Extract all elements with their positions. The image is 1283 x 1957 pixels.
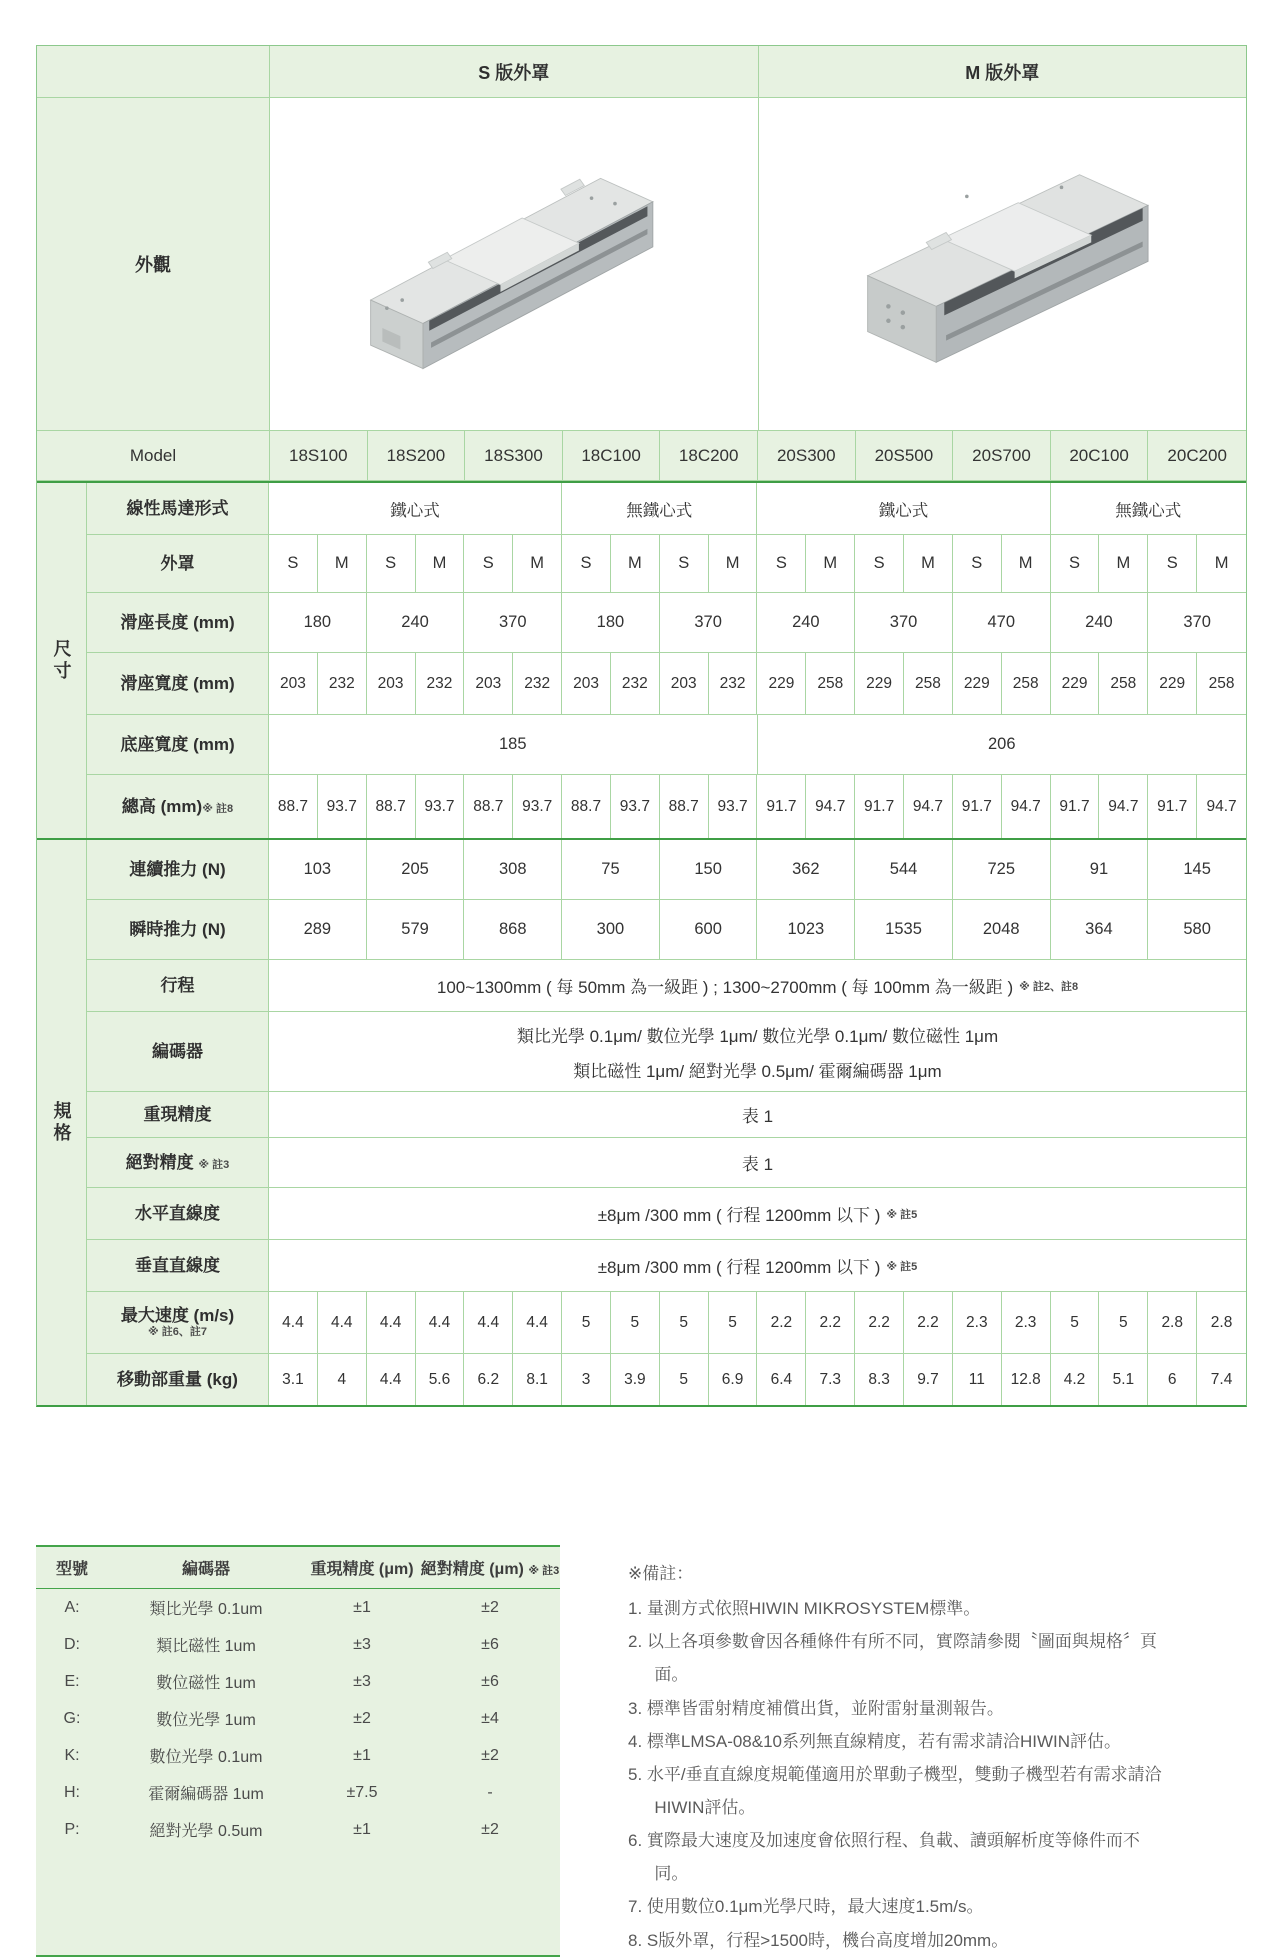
- moving-weight-value: 3.9: [611, 1354, 660, 1405]
- row-moving-weight: [87, 1354, 1246, 1405]
- code-cell: K:: [64, 1746, 80, 1764]
- moving-weight-cells: [269, 1354, 1246, 1405]
- slider-width-value: 232: [611, 653, 660, 714]
- row-label: 絕對精度 ※ 註3: [87, 1138, 269, 1187]
- code-cell: A:: [64, 1598, 80, 1616]
- row-motor-type: [87, 483, 1246, 535]
- total-height-value: 88.7: [562, 775, 611, 838]
- total-height-value: 93.7: [416, 775, 465, 838]
- horizontal-straightness-value: ±8μm /300 mm ( 行程 1200mm 以下 ) ※ 註5: [269, 1188, 1246, 1239]
- cover-header-row: [37, 46, 1246, 98]
- m-cover-product-photo: [759, 98, 1247, 430]
- moving-weight-value: 5: [660, 1354, 709, 1405]
- moving-weight-value: 4: [318, 1354, 367, 1405]
- note-item: 5. 水平/垂直直線度規範僅適用於單動子機型，雙動子機型若有需求請洽 HIWIN評估。: [628, 1764, 1162, 1817]
- repeatability-cell: ±3: [353, 1672, 371, 1690]
- total-height-value: 93.7: [513, 775, 562, 838]
- model-name: 20C200: [1148, 431, 1246, 480]
- max-speed-value: 2.2: [904, 1292, 953, 1353]
- motor-type-value: 無鐵心式: [562, 483, 757, 534]
- slider-length-cells: [269, 593, 1246, 652]
- slider-length-value: 370: [464, 593, 562, 652]
- motor-type-value: 無鐵心式: [1115, 501, 1182, 520]
- slider-width-value: 229: [855, 653, 904, 714]
- peak-force-value: 2048: [953, 900, 1051, 959]
- max-speed-cells: [269, 1292, 1246, 1353]
- max-speed-value: 5: [562, 1292, 611, 1353]
- slider-length-value: 370: [855, 593, 953, 652]
- stroke-value: 100~1300mm ( 每 50mm 為一級距 ) ; 1300~2700mm ( 每 100mm 為一級距 ) ※ 註2、註8: [269, 960, 1246, 1011]
- cover-value: S: [1148, 535, 1197, 592]
- code-cell: E:: [64, 1672, 80, 1690]
- peak-force-value: 1023: [757, 900, 855, 959]
- cover-value: S: [660, 535, 709, 592]
- row-label: 連續推力 (N): [87, 840, 269, 899]
- continuous-force-value: 544: [855, 840, 953, 899]
- absolute-accuracy-value: 表 1: [269, 1138, 1246, 1187]
- row-label: 水平直線度: [87, 1188, 269, 1239]
- moving-weight-value: 11: [953, 1354, 1002, 1405]
- note-item: 3. 標準皆雷射精度補償出貨，並附雷射量測報告。: [628, 1698, 1004, 1718]
- model-cells: [270, 431, 1246, 480]
- continuous-force-value: 308: [464, 840, 562, 899]
- motor-type-cells: [269, 483, 1246, 534]
- max-speed-value: 2.2: [855, 1292, 904, 1353]
- s-cover-product-photo: [270, 98, 759, 430]
- moving-weight-value: 4.2: [1051, 1354, 1100, 1405]
- moving-weight-value: 3: [562, 1354, 611, 1405]
- max-speed-value: 5: [1099, 1292, 1148, 1353]
- row-slider-width: [87, 653, 1246, 715]
- row-label: 外罩: [87, 535, 269, 592]
- slider-width-value: 203: [562, 653, 611, 714]
- cover-value: M: [513, 535, 562, 592]
- peak-force-value: 580: [1183, 920, 1211, 938]
- note-item: 6. 實際最大速度及加速度會依照行程、負載、讀頭解析度等條件而不同。: [628, 1831, 1140, 1884]
- corner-cell: [37, 46, 270, 97]
- repeatability-cell: ±1: [353, 1820, 371, 1838]
- cover-value: M: [318, 535, 367, 592]
- slider-width-value: 203: [367, 653, 416, 714]
- model-name: 20C100: [1051, 431, 1149, 480]
- total-height-value: 93.7: [611, 775, 660, 838]
- code-cell: H:: [64, 1783, 80, 1801]
- max-speed-value: 2.8: [1210, 1313, 1233, 1331]
- col-header-absolute: 絕對精度 (μm) ※ 註3: [420, 1561, 560, 1578]
- total-height-value: 94.7: [1002, 775, 1051, 838]
- cover-value: M: [1099, 535, 1148, 592]
- moving-weight-value: 6.4: [757, 1354, 806, 1405]
- total-height-value: 88.7: [660, 775, 709, 838]
- slider-width-value: 258: [1208, 674, 1235, 692]
- row-vertical-straightness: [87, 1240, 1246, 1292]
- note-item: 1. 量測方式依照HIWIN MIKROSYSTEM標準。: [628, 1599, 981, 1619]
- cover-value: S: [757, 535, 806, 592]
- encoder-table-row: [36, 1774, 560, 1811]
- row-absolute-accuracy: [87, 1138, 1246, 1188]
- specs-section-label: 規格: [37, 840, 87, 1405]
- bottom-area: [36, 1545, 1247, 1957]
- moving-weight-value: 6.2: [464, 1354, 513, 1405]
- moving-weight-value: 8.1: [513, 1354, 562, 1405]
- row-cover: [87, 535, 1246, 593]
- encoder-table-row: [36, 1589, 560, 1626]
- continuous-force-value: 91: [1051, 840, 1149, 899]
- slider-length-value: 240: [1051, 593, 1149, 652]
- continuous-force-value: 75: [562, 840, 660, 899]
- max-speed-value: 4.4: [367, 1292, 416, 1353]
- moving-weight-value: 5.1: [1099, 1354, 1148, 1405]
- row-label: 移動部重量 (kg): [87, 1354, 269, 1405]
- slider-width-value: 232: [513, 653, 562, 714]
- absolute-cell: ±4: [481, 1709, 499, 1727]
- slider-width-value: 258: [1099, 653, 1148, 714]
- total-height-value: 88.7: [464, 775, 513, 838]
- slider-width-value: 229: [1051, 653, 1100, 714]
- moving-weight-value: 6: [1148, 1354, 1197, 1405]
- moving-weight-value: 9.7: [904, 1354, 953, 1405]
- total-height-value: 91.7: [953, 775, 1002, 838]
- peak-force-value: 364: [1051, 900, 1149, 959]
- continuous-force-cells: [269, 840, 1246, 899]
- row-slider-length: [87, 593, 1246, 653]
- repeatability-cell: ±1: [353, 1746, 371, 1764]
- slider-width-value: 232: [709, 653, 758, 714]
- total-height-value: 91.7: [855, 775, 904, 838]
- model-name: 18C200: [660, 431, 758, 480]
- row-label: 垂直直線度: [87, 1240, 269, 1291]
- slider-width-value: 203: [660, 653, 709, 714]
- slider-length-value: 240: [367, 593, 465, 652]
- peak-force-value: 300: [562, 900, 660, 959]
- absolute-cell: -: [487, 1783, 493, 1801]
- row-base-width: [87, 715, 1246, 775]
- row-total-height: [87, 775, 1246, 838]
- cover-value: S: [464, 535, 513, 592]
- slider-width-value: 203: [269, 653, 318, 714]
- peak-force-value: 600: [660, 900, 758, 959]
- encoder-table-row: [36, 1811, 560, 1848]
- total-height-value: 93.7: [709, 775, 758, 838]
- max-speed-value: 4.4: [269, 1292, 318, 1353]
- continuous-force-value: 145: [1183, 860, 1211, 878]
- cover-value: M: [904, 535, 953, 592]
- total-height-value: 91.7: [757, 775, 806, 838]
- encoder-table-row: [36, 1737, 560, 1774]
- model-label: Model: [37, 431, 270, 480]
- model-name: 18S200: [368, 431, 466, 480]
- repeatability-cell: ±2: [353, 1709, 371, 1727]
- absolute-cell: ±2: [481, 1746, 499, 1764]
- motor-type-value: 鐵心式: [269, 483, 562, 534]
- encoder-table-row: [36, 1626, 560, 1663]
- max-speed-value: 4.4: [416, 1292, 465, 1353]
- notes-block: [628, 1545, 1168, 1957]
- repeatability-cell: ±1: [353, 1598, 371, 1616]
- cover-cells: [269, 535, 1246, 592]
- slider-length-value: 180: [562, 593, 660, 652]
- encoder-table-row: [36, 1700, 560, 1737]
- row-peak-force: [87, 900, 1246, 960]
- model-name: 18S300: [465, 431, 563, 480]
- dimensions-section: [37, 481, 1246, 838]
- appearance-row: [37, 98, 1246, 431]
- row-label: 總高 (mm)※ 註8: [87, 775, 269, 838]
- max-speed-value: 2.3: [1002, 1292, 1051, 1353]
- cover-value: M: [806, 535, 855, 592]
- row-label: 重現精度: [87, 1092, 269, 1137]
- max-speed-value: 2.2: [806, 1292, 855, 1353]
- row-continuous-force: [87, 840, 1246, 900]
- max-speed-value: 4.4: [513, 1292, 562, 1353]
- cover-value: S: [855, 535, 904, 592]
- slider-width-value: 203: [464, 653, 513, 714]
- slider-width-value: 229: [953, 653, 1002, 714]
- cover-value: S: [562, 535, 611, 592]
- encoder-cell: 霍爾編碼器 1um: [148, 1786, 264, 1803]
- slider-width-value: 229: [1148, 653, 1197, 714]
- absolute-cell: ±6: [481, 1672, 499, 1690]
- s-linear-stage-graphic: [294, 114, 734, 414]
- s-cover-header: S 版外罩: [270, 46, 759, 97]
- motor-type-value: 鐵心式: [757, 483, 1050, 534]
- row-label: 編碼器: [87, 1012, 269, 1091]
- col-header-code: 型號: [55, 1561, 88, 1578]
- row-label: 底座寬度 (mm): [87, 715, 269, 774]
- slider-length-value: 470: [953, 593, 1051, 652]
- row-stroke: [87, 960, 1246, 1012]
- continuous-force-value: 150: [660, 840, 758, 899]
- total-height-cells: [269, 775, 1246, 838]
- moving-weight-value: 5.6: [416, 1354, 465, 1405]
- slider-width-value: 232: [416, 653, 465, 714]
- repeatability-value: 表 1: [269, 1092, 1246, 1137]
- cover-value: M: [709, 535, 758, 592]
- row-label: 瞬時推力 (N): [87, 900, 269, 959]
- encoder-table-row: [36, 1663, 560, 1700]
- m-linear-stage-graphic: [782, 114, 1222, 414]
- total-height-value: 88.7: [367, 775, 416, 838]
- encoder-value: 類比光學 0.1μm/ 數位光學 1μm/ 數位光學 0.1μm/ 數位磁性 1μm 類比磁性 1μm/ 絕對光學 0.5μm/ 霍爾編碼器 1μm: [269, 1012, 1246, 1091]
- model-name: 20S700: [953, 431, 1051, 480]
- slider-length-value: 240: [757, 593, 855, 652]
- max-speed-value: 2.2: [757, 1292, 806, 1353]
- repeatability-cell: ±3: [353, 1635, 371, 1653]
- row-repeatability: [87, 1092, 1246, 1138]
- max-speed-value: 2.3: [953, 1292, 1002, 1353]
- specs-section: [37, 838, 1246, 1405]
- note-item: 2. 以上各項參數會因各種條件有所不同，實際請參閱〝圖面與規格〞頁面。: [628, 1632, 1157, 1685]
- cover-value: M: [1214, 554, 1229, 572]
- moving-weight-value: 4.4: [367, 1354, 416, 1405]
- encoder-cell: 數位磁性 1um: [156, 1675, 256, 1692]
- total-height-value: 94.7: [1099, 775, 1148, 838]
- row-label: 線性馬達形式: [87, 483, 269, 534]
- continuous-force-value: 103: [269, 840, 367, 899]
- total-height-value: 93.7: [318, 775, 367, 838]
- continuous-force-value: 725: [953, 840, 1051, 899]
- peak-force-value: 868: [464, 900, 562, 959]
- row-label: 滑座寬度 (mm): [87, 653, 269, 714]
- col-header-encoder: 編碼器: [181, 1561, 230, 1578]
- base-width-value: 206: [987, 735, 1016, 753]
- slider-length-value: 180: [269, 593, 367, 652]
- row-label: 行程: [87, 960, 269, 1011]
- slider-width-value: 258: [806, 653, 855, 714]
- slider-width-value: 258: [1002, 653, 1051, 714]
- base-width-cells: [269, 715, 1246, 774]
- model-name: 18C100: [563, 431, 661, 480]
- total-height-value: 88.7: [269, 775, 318, 838]
- total-height-value: 94.7: [806, 775, 855, 838]
- encoder-table-header: [36, 1547, 560, 1589]
- main-spec-table: [36, 45, 1247, 1407]
- total-height-value: 91.7: [1148, 775, 1197, 838]
- col-header-repeatability: 重現精度 (μm): [310, 1561, 414, 1578]
- cover-value: M: [416, 535, 465, 592]
- code-cell: P:: [64, 1820, 80, 1838]
- note-item: 4. 標準LMSA-08&10系列無直線精度，若有需求請洽HIWIN評估。: [628, 1731, 1122, 1751]
- note-item: 7. 使用數位0.1μm光學尺時，最大速度1.5m/s。: [628, 1897, 984, 1917]
- base-width-value: 185: [269, 715, 758, 774]
- max-speed-value: 5: [611, 1292, 660, 1353]
- cover-value: S: [953, 535, 1002, 592]
- peak-force-cells: [269, 900, 1246, 959]
- cover-value: S: [1051, 535, 1100, 592]
- total-height-value: 94.7: [1206, 797, 1237, 815]
- continuous-force-value: 362: [757, 840, 855, 899]
- cover-value: S: [367, 535, 416, 592]
- repeatability-cell: ±7.5: [346, 1783, 378, 1801]
- max-speed-value: 5: [1051, 1292, 1100, 1353]
- encoder-cell: 數位光學 1um: [156, 1712, 256, 1729]
- peak-force-value: 1535: [855, 900, 953, 959]
- model-name: 18S100: [270, 431, 368, 480]
- encoder-cell: 絕對光學 0.5um: [149, 1823, 263, 1840]
- absolute-cell: ±6: [481, 1635, 499, 1653]
- encoder-cell: 數位光學 0.1um: [149, 1749, 263, 1766]
- notes-title: ※備註：: [628, 1564, 694, 1583]
- row-encoder: [87, 1012, 1246, 1092]
- slider-width-value: 229: [757, 653, 806, 714]
- absolute-cell: ±2: [481, 1820, 499, 1838]
- code-cell: G:: [63, 1709, 81, 1727]
- moving-weight-value: 7.4: [1210, 1370, 1233, 1388]
- vertical-straightness-value: ±8μm /300 mm ( 行程 1200mm 以下 ) ※ 註5: [269, 1240, 1246, 1291]
- max-speed-value: 5: [709, 1292, 758, 1353]
- row-label: 滑座長度 (mm): [87, 593, 269, 652]
- code-cell: D:: [64, 1635, 80, 1653]
- model-name: 20S300: [758, 431, 856, 480]
- peak-force-value: 289: [269, 900, 367, 959]
- row-horizontal-straightness: [87, 1188, 1246, 1240]
- note-item: 8. S版外罩，行程>1500時，機台高度增加20mm。: [628, 1930, 1009, 1950]
- row-max-speed: [87, 1292, 1246, 1354]
- moving-weight-value: 3.1: [269, 1354, 318, 1405]
- slider-length-value: 370: [660, 593, 758, 652]
- slider-length-value: 370: [1183, 613, 1211, 631]
- max-speed-value: 4.4: [318, 1292, 367, 1353]
- cover-value: S: [269, 535, 318, 592]
- moving-weight-value: 8.3: [855, 1354, 904, 1405]
- moving-weight-value: 7.3: [806, 1354, 855, 1405]
- max-speed-value: 2.8: [1148, 1292, 1197, 1353]
- moving-weight-value: 12.8: [1002, 1354, 1051, 1405]
- absolute-cell: ±2: [481, 1598, 499, 1616]
- encoder-accuracy-table: [36, 1545, 560, 1957]
- model-row: [37, 431, 1246, 481]
- slider-width-value: 258: [904, 653, 953, 714]
- appearance-label: 外觀: [37, 98, 270, 430]
- encoder-cell: 類比光學 0.1um: [149, 1601, 263, 1618]
- continuous-force-value: 205: [367, 840, 465, 899]
- total-height-value: 94.7: [904, 775, 953, 838]
- row-label: 最大速度 (m/s) ※ 註6、註7: [87, 1292, 269, 1353]
- encoder-cell: 類比磁性 1um: [156, 1638, 256, 1655]
- cover-value: M: [611, 535, 660, 592]
- dimensions-section-label: 尺寸: [37, 483, 87, 838]
- max-speed-value: 5: [660, 1292, 709, 1353]
- model-name: 20S500: [856, 431, 954, 480]
- cover-value: M: [1002, 535, 1051, 592]
- slider-width-value: 232: [318, 653, 367, 714]
- total-height-value: 91.7: [1051, 775, 1100, 838]
- slider-width-cells: [269, 653, 1246, 714]
- peak-force-value: 579: [367, 900, 465, 959]
- moving-weight-value: 6.9: [709, 1354, 758, 1405]
- max-speed-value: 4.4: [464, 1292, 513, 1353]
- m-cover-header: M 版外罩: [759, 46, 1247, 97]
